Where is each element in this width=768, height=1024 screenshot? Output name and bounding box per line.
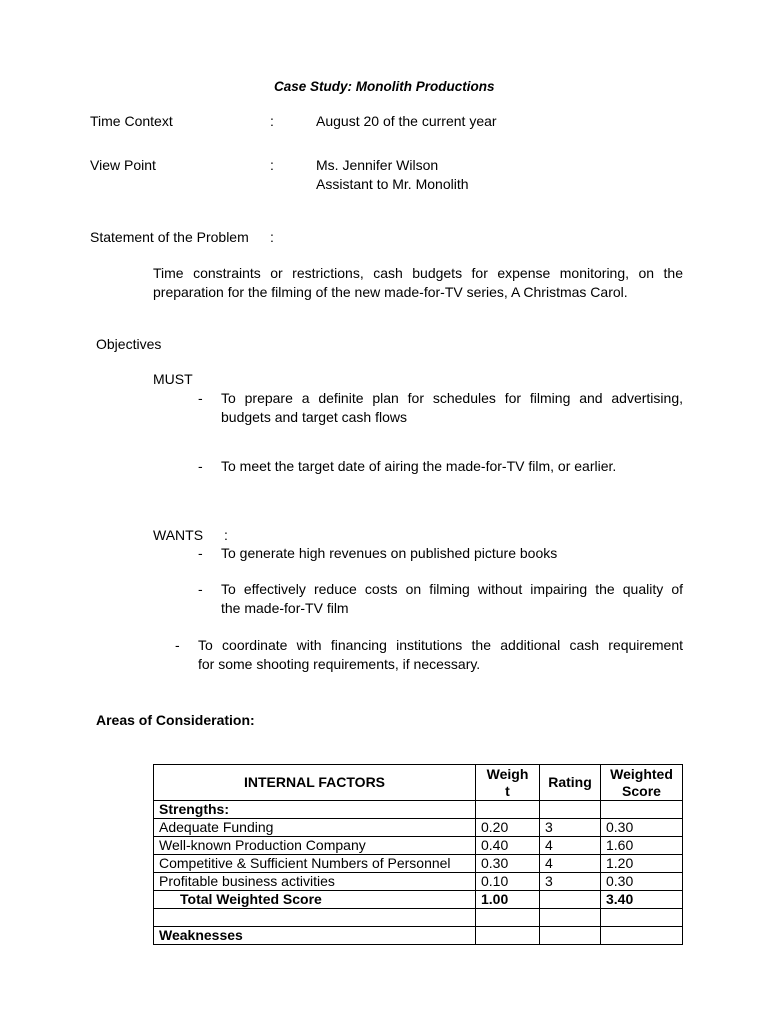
weight-cell: 0.40 [476, 837, 540, 855]
score-cell: 1.20 [601, 855, 683, 873]
must-2-dash: - [198, 458, 203, 474]
header-weight-line-2: t [505, 782, 510, 799]
empty-row [154, 909, 683, 927]
wants-item-2 [221, 580, 683, 618]
header-weight [476, 765, 540, 801]
wants-label: WANTS [153, 527, 204, 543]
time-context-value: August 20 of the current year [316, 113, 497, 129]
problem-line-1: Time constraints or restrictions, cash budgets for expense monitoring, on the [153, 265, 683, 281]
factor-cell: Profitable business activities [154, 873, 476, 891]
wants-2-line-2: the made-for-TV film [221, 600, 349, 616]
header-weighted-score [601, 765, 683, 801]
strengths-row [154, 801, 683, 819]
weaknesses-label: Weaknesses [154, 927, 476, 945]
total-score: 3.40 [601, 891, 683, 909]
objectives-label: Objectives [96, 336, 162, 352]
problem-separator: : [270, 229, 274, 245]
score-cell: 0.30 [601, 819, 683, 837]
must-item-1 [221, 389, 683, 427]
wants-3-line-2: for some shooting requirements, if necessary. [198, 656, 481, 672]
total-weight: 1.00 [476, 891, 540, 909]
wants-3-line-1: To coordinate with financing institutions the additional cash requirement [198, 637, 683, 653]
wants-3-dash: - [175, 637, 180, 653]
rating-cell: 3 [540, 873, 601, 891]
problem-line-2: preparation for the filming of the new made-for-TV series, A Christmas Carol. [153, 284, 628, 300]
table-row [154, 837, 683, 855]
view-point-role: Assistant to Mr. Monolith [316, 176, 469, 192]
total-label: Total Weighted Score [154, 891, 476, 909]
score-cell: 0.30 [601, 873, 683, 891]
factor-cell: Adequate Funding [154, 819, 476, 837]
rating-cell: 3 [540, 819, 601, 837]
header-internal-factors: INTERNAL FACTORS [154, 765, 476, 801]
factor-cell: Competitive & Sufficient Numbers of Personnel [154, 855, 476, 873]
view-point-separator: : [270, 157, 274, 173]
wants-2-dash: - [198, 581, 203, 597]
time-context-label: Time Context [90, 113, 173, 129]
time-context-separator: : [270, 113, 274, 129]
rating-cell: 4 [540, 837, 601, 855]
wants-item-1: To generate high revenues on published picture books [221, 545, 558, 561]
must-1-line-1: To prepare a definite plan for schedules for filming and advertising, [221, 390, 683, 406]
wants-item-3 [198, 636, 683, 674]
score-cell: 1.60 [601, 837, 683, 855]
strengths-label: Strengths: [154, 801, 476, 819]
header-weighted-line-1: Weighted [610, 765, 673, 782]
areas-heading: Areas of Consideration: [96, 712, 255, 728]
weight-cell: 0.20 [476, 819, 540, 837]
problem-statement [153, 264, 683, 302]
wants-2-line-1: To effectively reduce costs on filming without impairing the quality of [221, 581, 683, 597]
header-weight-line-1: Weigh [486, 765, 529, 782]
weaknesses-row [154, 927, 683, 945]
rating-cell: 4 [540, 855, 601, 873]
total-row [154, 891, 683, 909]
header-rating: Rating [540, 765, 601, 801]
view-point-name: Ms. Jennifer Wilson [316, 157, 439, 173]
header-weighted-line-2: Score [622, 782, 661, 799]
table-row [154, 873, 683, 891]
problem-label: Statement of the Problem [90, 229, 249, 245]
must-1-line-2: budgets and target cash flows [221, 409, 408, 425]
table-header-row [154, 765, 683, 801]
must-item-2: To meet the target date of airing the made-for-TV film, or earlier. [221, 458, 617, 474]
weight-cell: 0.10 [476, 873, 540, 891]
internal-factors-table [153, 764, 683, 945]
table-row [154, 855, 683, 873]
view-point-label: View Point [90, 157, 156, 173]
document-title: Case Study: Monolith Productions [274, 79, 495, 94]
wants-separator: : [224, 527, 228, 543]
must-1-dash: - [198, 390, 203, 406]
table-row [154, 819, 683, 837]
wants-1-dash: - [198, 545, 203, 561]
factor-cell: Well-known Production Company [154, 837, 476, 855]
must-label: MUST [153, 371, 193, 387]
weight-cell: 0.30 [476, 855, 540, 873]
